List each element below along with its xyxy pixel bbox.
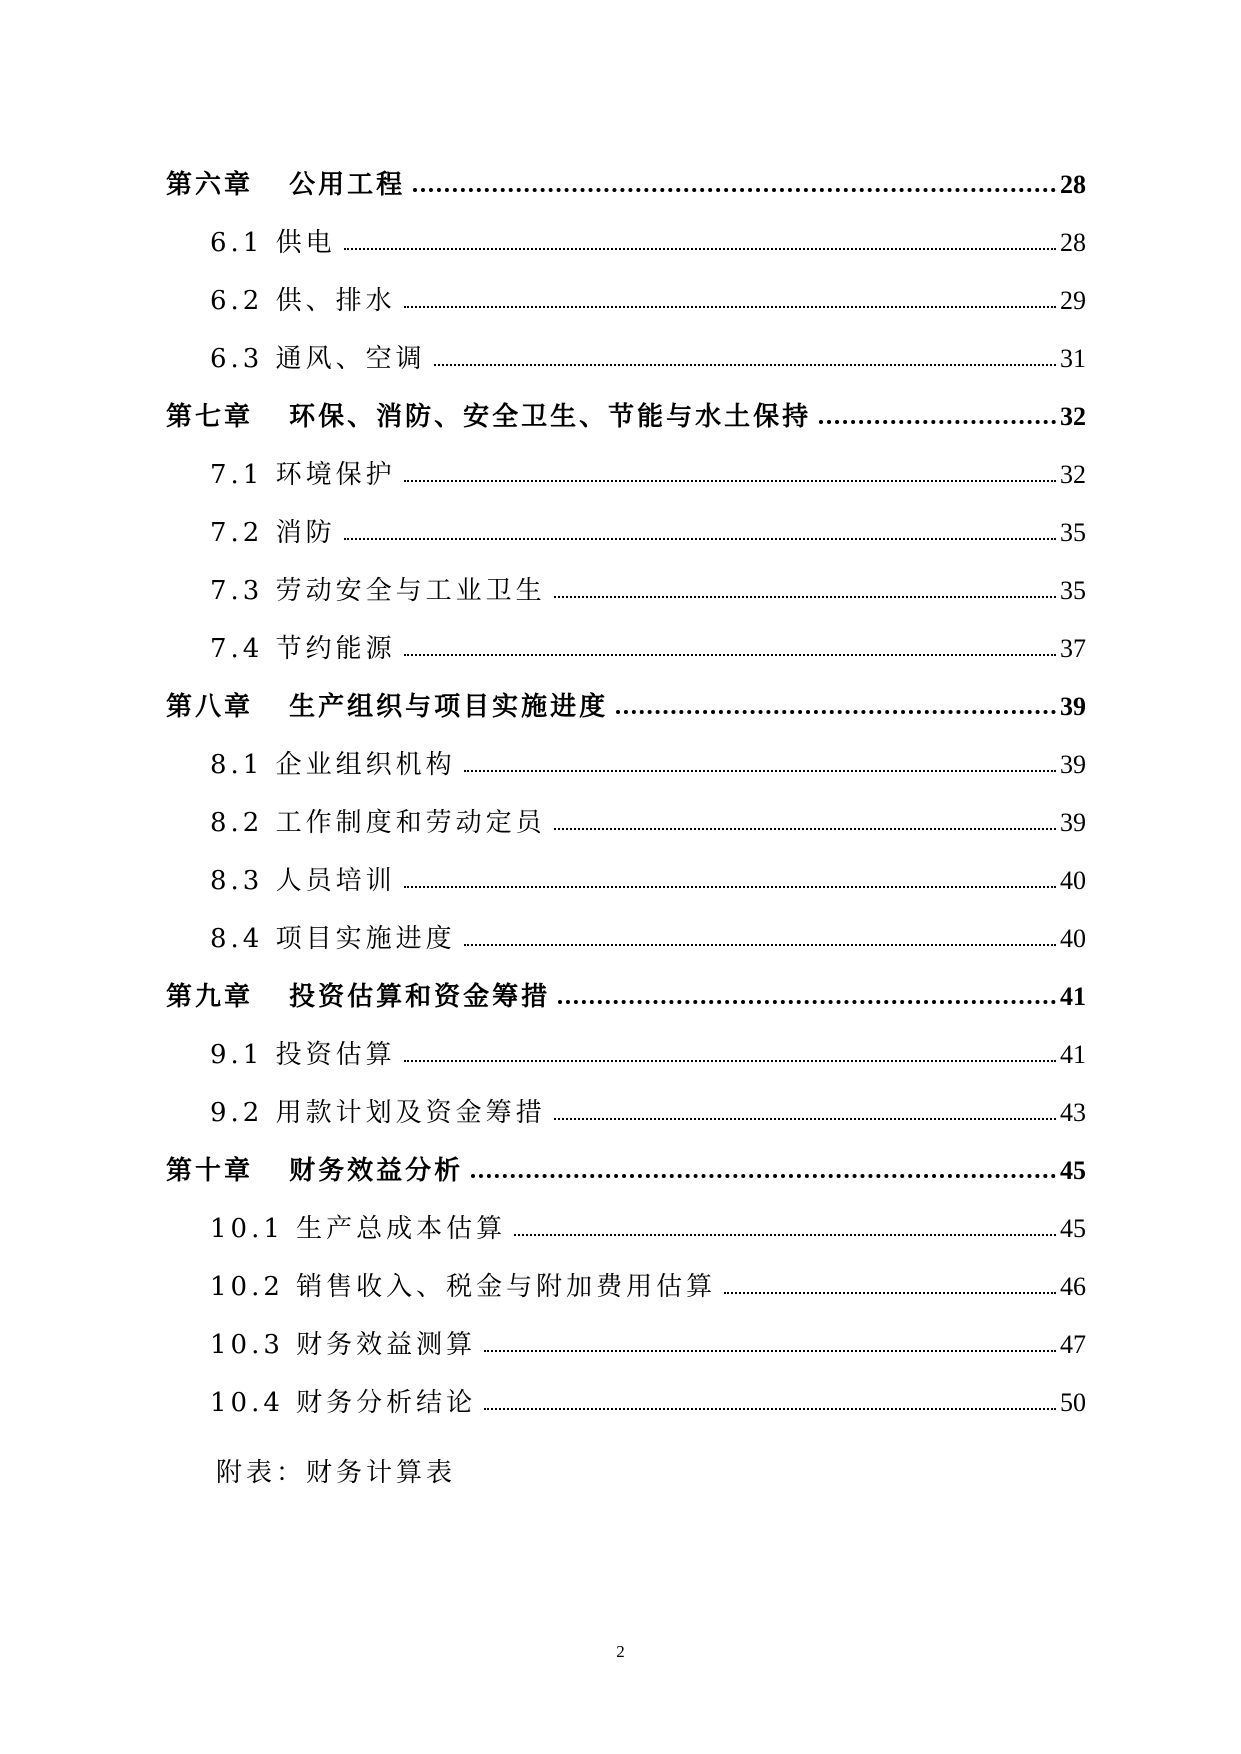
toc-entry-label: 9.1 投资估算 bbox=[210, 1040, 396, 1070]
dot-leader bbox=[404, 306, 1056, 308]
toc-entry-label: 8.1 企业组织机构 bbox=[210, 750, 456, 780]
toc-section-entry[interactable] bbox=[210, 912, 1086, 952]
toc-entry-page: 45 bbox=[1060, 1214, 1086, 1243]
dot-leader bbox=[558, 1000, 1056, 1004]
dot-leader bbox=[344, 538, 1056, 540]
toc-entry-page: 50 bbox=[1060, 1388, 1086, 1417]
toc-entry-page: 41 bbox=[1060, 1040, 1086, 1069]
toc-entry-label: 8.2 工作制度和劳动定员 bbox=[210, 808, 546, 838]
dot-leader bbox=[464, 770, 1056, 772]
toc-section-entry[interactable] bbox=[210, 216, 1086, 256]
toc-entry-label: 7.3 劳动安全与工业卫生 bbox=[210, 576, 546, 606]
toc-entry-page: 46 bbox=[1060, 1272, 1086, 1301]
toc-section-entry[interactable] bbox=[210, 796, 1086, 836]
toc-entry-page: 40 bbox=[1060, 866, 1086, 895]
toc-entry-page: 37 bbox=[1060, 634, 1086, 663]
dot-leader bbox=[484, 1408, 1056, 1410]
toc-entry-label: 第六章 公用工程 bbox=[166, 170, 406, 200]
dot-leader bbox=[464, 944, 1056, 946]
toc-entry-label: 8.3 人员培训 bbox=[210, 866, 396, 896]
dot-leader bbox=[724, 1292, 1056, 1294]
dot-leader bbox=[404, 480, 1056, 482]
dot-leader bbox=[404, 654, 1056, 656]
toc-entry-page: 31 bbox=[1060, 344, 1086, 373]
dot-leader bbox=[344, 248, 1056, 250]
toc-entry-page: 28 bbox=[1060, 170, 1086, 199]
toc-entry-page: 45 bbox=[1060, 1156, 1086, 1185]
dot-leader bbox=[819, 420, 1056, 424]
toc-entry-page: 39 bbox=[1060, 692, 1086, 721]
dot-leader bbox=[554, 828, 1056, 830]
toc-chapter-entry[interactable] bbox=[166, 970, 1086, 1010]
toc-section-entry[interactable] bbox=[210, 854, 1086, 894]
toc-entry-label: 10.1 生产总成本估算 bbox=[210, 1214, 507, 1244]
dot-leader bbox=[434, 364, 1056, 366]
toc-section-entry[interactable] bbox=[210, 448, 1086, 488]
toc-section-entry[interactable] bbox=[210, 622, 1086, 662]
toc-entry-page: 29 bbox=[1060, 286, 1086, 315]
toc-entry-page: 35 bbox=[1060, 576, 1086, 605]
toc-section-entry[interactable] bbox=[210, 1376, 1086, 1416]
toc-section-entry[interactable] bbox=[210, 1028, 1086, 1068]
dot-leader bbox=[404, 886, 1056, 888]
toc-entry-page: 32 bbox=[1060, 402, 1086, 431]
dot-leader bbox=[471, 1174, 1056, 1178]
dot-leader bbox=[404, 1060, 1056, 1062]
toc-entry-page: 41 bbox=[1060, 982, 1086, 1011]
toc-entry-page: 32 bbox=[1060, 460, 1086, 489]
toc-section-entry[interactable] bbox=[210, 506, 1086, 546]
toc-section-entry[interactable] bbox=[210, 274, 1086, 314]
dot-leader bbox=[554, 596, 1056, 598]
toc-entry-page: 28 bbox=[1060, 228, 1086, 257]
toc-section-entry[interactable] bbox=[210, 738, 1086, 778]
toc-entry-page: 35 bbox=[1060, 518, 1086, 547]
toc-entry-label: 7.4 节约能源 bbox=[210, 634, 396, 664]
toc-entry-label: 6.2 供、排水 bbox=[210, 286, 396, 316]
page-number: 2 bbox=[616, 1642, 625, 1661]
toc-entry-label: 10.4 财务分析结论 bbox=[210, 1388, 477, 1418]
dot-leader bbox=[413, 188, 1056, 192]
toc-entry-label: 6.1 供电 bbox=[210, 228, 336, 258]
toc-entry-label: 10.3 财务效益测算 bbox=[210, 1330, 477, 1360]
toc-chapter-entry[interactable] bbox=[166, 390, 1086, 430]
toc-chapter-entry[interactable] bbox=[166, 1144, 1086, 1184]
appendix-note: 附表：财务计算表 bbox=[216, 1458, 457, 1488]
toc-entry-page: 43 bbox=[1060, 1098, 1086, 1127]
dot-leader bbox=[514, 1234, 1056, 1236]
dot-leader bbox=[484, 1350, 1056, 1352]
toc-entry-label: 7.2 消防 bbox=[210, 518, 336, 548]
toc-chapter-entry[interactable] bbox=[166, 680, 1086, 720]
toc-section-entry[interactable] bbox=[210, 332, 1086, 372]
toc-entry-label: 7.1 环境保护 bbox=[210, 460, 396, 490]
toc-entry-label: 9.2 用款计划及资金筹措 bbox=[210, 1098, 546, 1128]
toc-entry-page: 40 bbox=[1060, 924, 1086, 953]
toc-entry-label: 10.2 销售收入、税金与附加费用估算 bbox=[210, 1272, 717, 1302]
toc-section-entry[interactable] bbox=[210, 564, 1086, 604]
toc-entry-page: 39 bbox=[1060, 808, 1086, 837]
toc-section-entry[interactable] bbox=[210, 1260, 1086, 1300]
toc-chapter-entry[interactable] bbox=[166, 158, 1086, 198]
toc-entry-label: 第七章 环保、消防、安全卫生、节能与水土保持 bbox=[166, 402, 812, 432]
toc-entry-label: 8.4 项目实施进度 bbox=[210, 924, 456, 954]
toc-entry-label: 第十章 财务效益分析 bbox=[166, 1156, 464, 1186]
toc-entry-label: 第九章 投资估算和资金筹措 bbox=[166, 982, 551, 1012]
toc-section-entry[interactable] bbox=[210, 1318, 1086, 1358]
dot-leader bbox=[616, 710, 1056, 714]
toc-entry-page: 39 bbox=[1060, 750, 1086, 779]
dot-leader bbox=[554, 1118, 1056, 1120]
toc-entry-label: 第八章 生产组织与项目实施进度 bbox=[166, 692, 609, 722]
toc-section-entry[interactable] bbox=[210, 1086, 1086, 1126]
toc-entry-page: 47 bbox=[1060, 1330, 1086, 1359]
toc-entry-label: 6.3 通风、空调 bbox=[210, 344, 426, 374]
toc-section-entry[interactable] bbox=[210, 1202, 1086, 1242]
